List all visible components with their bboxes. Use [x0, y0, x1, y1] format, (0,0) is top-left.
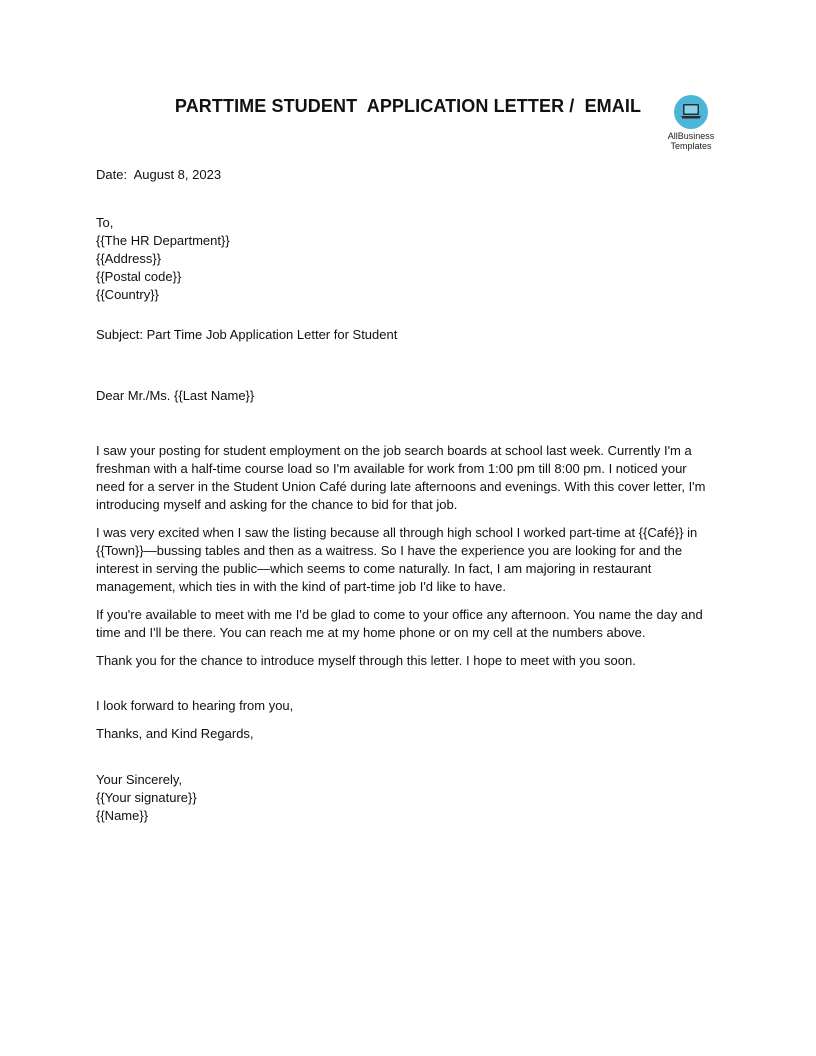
logo-text-line-2: Templates [670, 141, 712, 151]
name-placeholder: {{Name}} [96, 808, 149, 823]
body-paragraph: I was very excited when I saw the listing because all through high school I worked part-time at {{Café}} in {{Town}}—bussing tables and then as a waitress. So I have the experience you are looking for and the interest in serving the public—which seems to come naturally. In fact, I am majoring in restaurant management, which ties in with the kind of part-time job I'd like to have. [96, 525, 698, 594]
subject-line: Subject: Part Time Job Application Letter for Student [96, 327, 398, 342]
allbusiness-logo [657, 95, 725, 151]
signoff-line: Your Sincerely, [96, 772, 182, 787]
body-paragraph: If you're available to meet with me I'd be glad to come to your office any afternoon. You name the day and time and I'll be there. You can reach me at my home phone or on my cell at the numbers above. [96, 607, 703, 640]
body-paragraph: I saw your posting for student employment on the job search boards at school last week. Currently I'm a freshman with a half-time course load so I'm available for work from 1:00 pm till 8:00 pm. I noticed your need for a server in the Student Union Café during late afternoons and evenings. With this cover letter, I'm introducing myself and asking for the chance to bid for that job. [96, 443, 706, 512]
salutation: Dear Mr./Ms. {{Last Name}} [96, 388, 255, 403]
date-label: Date: [96, 167, 128, 182]
signoff-block [96, 771, 718, 825]
letter-body [96, 166, 718, 825]
recipient-line: {{Address}} [96, 251, 162, 266]
recipient-line: To, [96, 215, 114, 230]
closing-line: I look forward to hearing from you, [96, 698, 294, 713]
recipient-line: {{Postal code}} [96, 269, 182, 284]
body-paragraph: Thank you for the chance to introduce myself through this letter. I hope to meet with you soon. [96, 653, 636, 668]
closing-line: Thanks, and Kind Regards, [96, 726, 254, 741]
laptop-icon [674, 95, 708, 129]
recipient-line: {{The HR Department}} [96, 233, 230, 248]
date-line [96, 166, 718, 184]
date-value: August 8, 2023 [133, 167, 222, 182]
signature-placeholder: {{Your signature}} [96, 790, 197, 805]
recipient-line: {{Country}} [96, 287, 159, 302]
logo-text-line-1: AllBusiness [667, 131, 715, 141]
page-title: PARTTIME STUDENT APPLICATION LETTER / EMAIL [174, 96, 642, 116]
recipient-block [96, 214, 718, 304]
